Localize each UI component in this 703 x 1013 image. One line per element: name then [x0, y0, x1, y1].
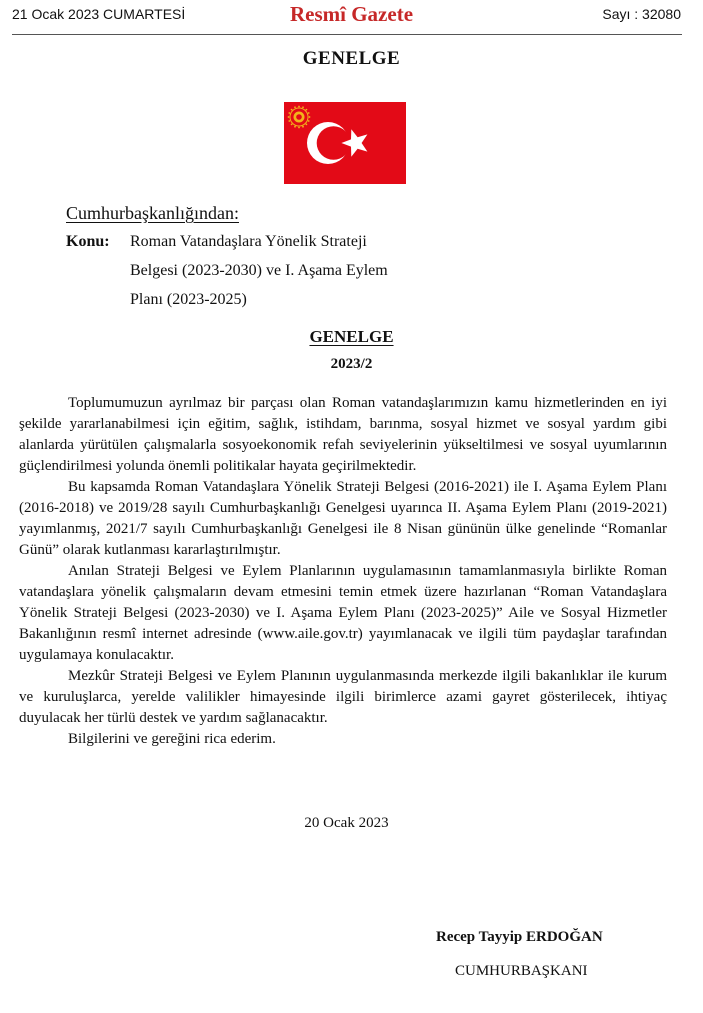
header-date: 21 Ocak 2023 CUMARTESİ	[12, 6, 186, 22]
body-paragraph: Bilgilerini ve gereğini rica ederim.	[68, 731, 276, 747]
signer-name: Recep Tayyip ERDOĞAN	[436, 929, 603, 945]
body-paragraph: Bu kapsamda Roman Vatandaşlara Yönelik Strateji Belgesi (2016-2021) ile I. Aşama Eylem Planı (2016-2018) ve 2019/28 sayılı Cumhurbaşkanlığı Genelgesi uyarınca II. Aşama Eylem Planı (2019-2021) yayımlanmış, 2021/7 sayılı Cumhurbaşkanlığı Genelgesi ile 8 Nisan gününün ülke genelinde “Romanlar Günü” olarak kutlanması kararlaştırılmıştır.	[19, 479, 667, 558]
circular-body	[19, 393, 667, 750]
issue-number: Sayı : 32080	[602, 6, 681, 22]
header-divider	[12, 34, 682, 35]
body-paragraph: Toplumumuzun ayrılmaz bir parçası olan Roman vatandaşlarımızın kamu hizmetlerinden en iyi şekilde yararlanabilmesi için eğitim, sağlık, istihdam, barınma, sosyal hizmet ve sosyal yardım gibi alanlarda yürütülen çalışmalarla sosyoekonomik refah seviyelerinin yükseltilmesi ve sosyal uyumlarının güçlendirilmesi yolunda önemli politikalar hayata geçirilmektedir.	[19, 395, 667, 474]
body-paragraph: Mezkûr Strateji Belgesi ve Eylem Planının uygulanmasında merkezde ilgili bakanlıklar ile kurum ve kuruluşlarca, yerelde valilikler himayesinde ilgili birimlerce azami gayret gösterilecek, ihtiyaç duyulacak her türlü destek ve yardım sağlanacaktır.	[19, 668, 667, 726]
publication-name: Resmî Gazete	[289, 2, 414, 26]
circular-title: GENELGE	[309, 327, 394, 346]
subject-line: Belgesi (2023-2030) ve I. Aşama Eylem	[130, 262, 388, 279]
document-date: 20 Ocak 2023	[304, 815, 389, 831]
body-paragraph: Anılan Strateji Belgesi ve Eylem Planlarının uygulamasının tamamlanmasıyla birlikte Roman vatandaşlara yönelik çalışmaların devam etmesini temin etmek üzere hazırlanan “Roman Vatandaşlara Yönelik Strateji Belgesi (2023-2030) ve I. Aşama Eylem Planı (2023-2025)” Aile ve Sosyal Hizmetler Bakanlığının resmî internet adresinde (www.aile.gov.tr) yayımlanacak ve ilgili tüm paydaşlar tarafından uygulamaya konulacaktır.	[19, 563, 667, 663]
circular-number: 2023/2	[330, 356, 373, 372]
subject-label: Konu:	[66, 233, 110, 250]
signer-title: CUMHURBAŞKANI	[455, 963, 588, 979]
subject-line: Roman Vatandaşlara Yönelik Strateji	[130, 233, 367, 250]
turkish-flag-icon	[284, 102, 406, 184]
issuer-heading: Cumhurbaşkanlığından:	[66, 203, 239, 223]
document-type-title: GENELGE	[302, 48, 401, 69]
subject-line: Planı (2023-2025)	[130, 291, 247, 308]
